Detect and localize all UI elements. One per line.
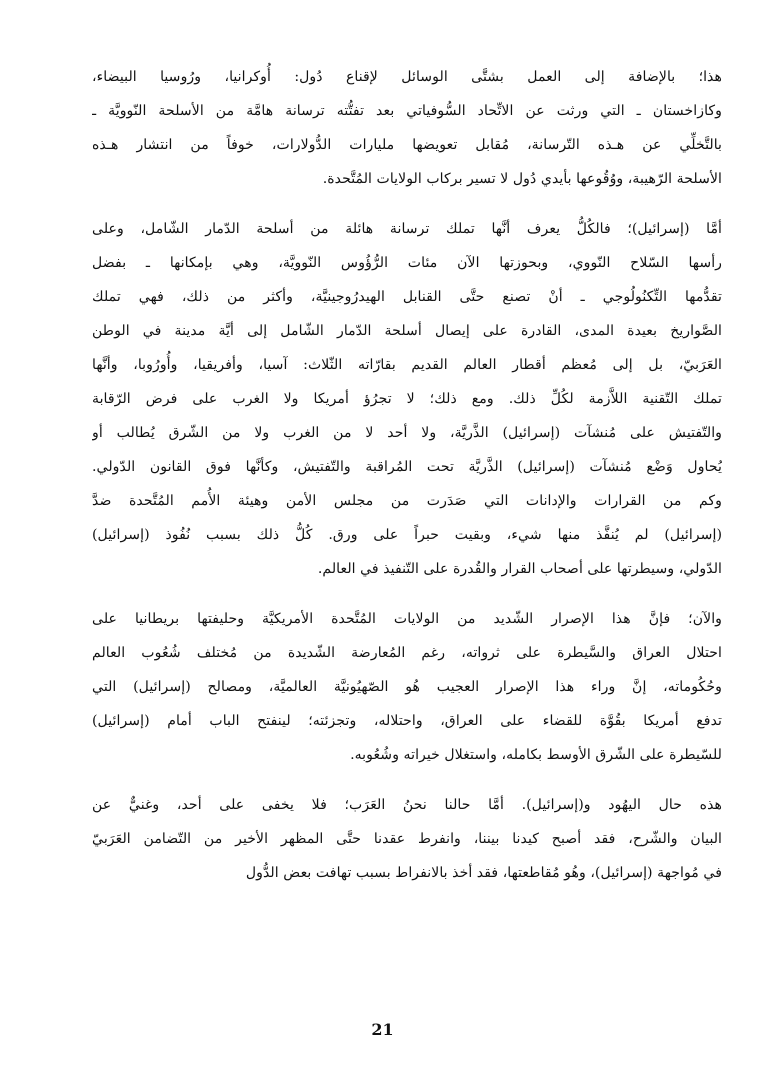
text-line: (إسرائيل) لم يُنفَّذ منها شيء، وبقيت حبراً على ورق. كُلُّ ذلك بسبب نُفُوذ (إسرائيل) [92, 527, 722, 543]
text-line: في مُواجهة (إسرائيل)، وهُو مُقاطعتها، فقد أخذ بالانفراط بسبب تهافت بعض الدُّول [245, 865, 722, 881]
text-line: تملك التّقنية اللاَّزمة لكُلِّ ذلك. ومع ذلك؛ لا تجرُؤ أمريكا ولا الغرب على فرض الرّقابة [92, 391, 722, 407]
text-line: هذه حال اليهُود و(إسرائيل). أمَّا حالنا نحنُ العَرَب؛ فلا يخفى على أحد، وغنيٌّ عن [92, 797, 722, 813]
paragraph-gap [92, 586, 722, 602]
text-line: وحُكُوماته، إنَّ وراء هذا الإصرار العجيب هُو الصّهيُونيَّة العالميَّة، ومصالح (إسرائيل) التي [92, 679, 722, 695]
text-line: أمَّا (إسرائيل)؛ فالكُلُّ يعرف أنَّها تملك ترسانة هائلة من أسلحة الدّمار الشّامل، وعلى [92, 221, 722, 237]
text-line: وكم من القرارات والإدانات التي صَدَرت من مجلس الأمن وهيئة الأُمم المُتَّحدة ضدَّ [92, 493, 722, 509]
paragraph [92, 788, 722, 890]
text-line: والآن؛ فإنَّ هذا الإصرار الشّديد من الولايات المُتَّحدة الأمريكيَّة وحليفتها بريطانيا على [92, 611, 722, 627]
text-line: وكازاخستان ـ التي ورثت عن الاتِّحاد السُّوفياتي بعد تفتُّته ترسانة هامَّة من الأسلحة النّوويَّة ـ [92, 103, 722, 119]
text-line: الدّولي، وسيطرتها على أصحاب القرار والقُدرة على التّنفيذ في العالم. [317, 561, 722, 577]
paragraph-gap [92, 196, 722, 212]
paragraph [92, 212, 722, 586]
page-number: 21 [371, 1020, 394, 1039]
paragraph-gap [92, 772, 722, 788]
text-line: احتلال العراق والسَّيطرة على ثرواته، رغم المُعارضة الشّديدة من مُختلف شُعُوب العالم [92, 645, 722, 661]
text-line: هذا؛ بالإضافة إلى العمل بشتَّى الوسائل لإقناع دُول: أُوكرانيا، ورُوسيا البيضاء، [92, 69, 722, 85]
body-text [92, 60, 722, 890]
text-line: تدفع أمريكا بقُوَّة للقضاء على العراق، واحتلاله، وتجزئته؛ لينفتح الباب أمام (إسرائيل) [92, 713, 722, 729]
text-line: البيان والشّرح، فقد أصبح كيدنا بيننا، وانفرط عقدنا حتَّى المظهر الأخير من التّضامن العَرَبيّ [92, 831, 722, 847]
text-line: الصَّواريخ بعيدة المدى، القادرة على إيصال أسلحة الدّمار الشّامل إلى أيَّة مدينة في الوطن [92, 323, 722, 339]
paragraph [92, 60, 722, 196]
text-line: والتّفتيش على مُنشآت (إسرائيل) الذَّريَّة، ولا أحد لا من الغرب ولا من الشّرق يُطالب أو [92, 425, 722, 441]
text-line: رأسها السّلاح النّووي، وبحوزتها الآن مئات الرُّؤُوس النّوويَّة، وهي بإمكانها ـ بفضل [92, 255, 722, 271]
text-line: للسّيطرة على الشّرق الأوسط بكامله، واستغلال خيراته وشُعُوبه. [350, 747, 722, 763]
text-line: يُحاول وَضْع مُنشآت (إسرائيل) الذَّريَّة تحت المُراقبة والتّفتيش، وكأنَّها فوق القانون الدّولي. [92, 459, 722, 475]
text-line: الأسلحة الرّهيبة، ووُقُوعها بأيدي دُول لا تسير بركاب الولايات المُتَّحدة. [322, 171, 722, 187]
paragraph [92, 602, 722, 772]
text-line: بالتَّخلِّي عن هـذه التّرسانة، مُقابل تعويضها مليارات الدُّولارات، خوفاً من انتشار هـذه [92, 137, 722, 153]
text-line: العَرَبيّ، بل إلى مُعظم أقطار العالم القديم بقارّاته الثّلاث: آسيا، وأفريقيا، وأُورُوبا، وأنَّها [92, 357, 722, 373]
text-line: تقدُّمها التِّكنُولُوجي ـ أنْ تصنع حتَّى القنابل الهيدرُوجينيَّة، وأكثر من ذلك، فهي تملك [92, 289, 722, 305]
